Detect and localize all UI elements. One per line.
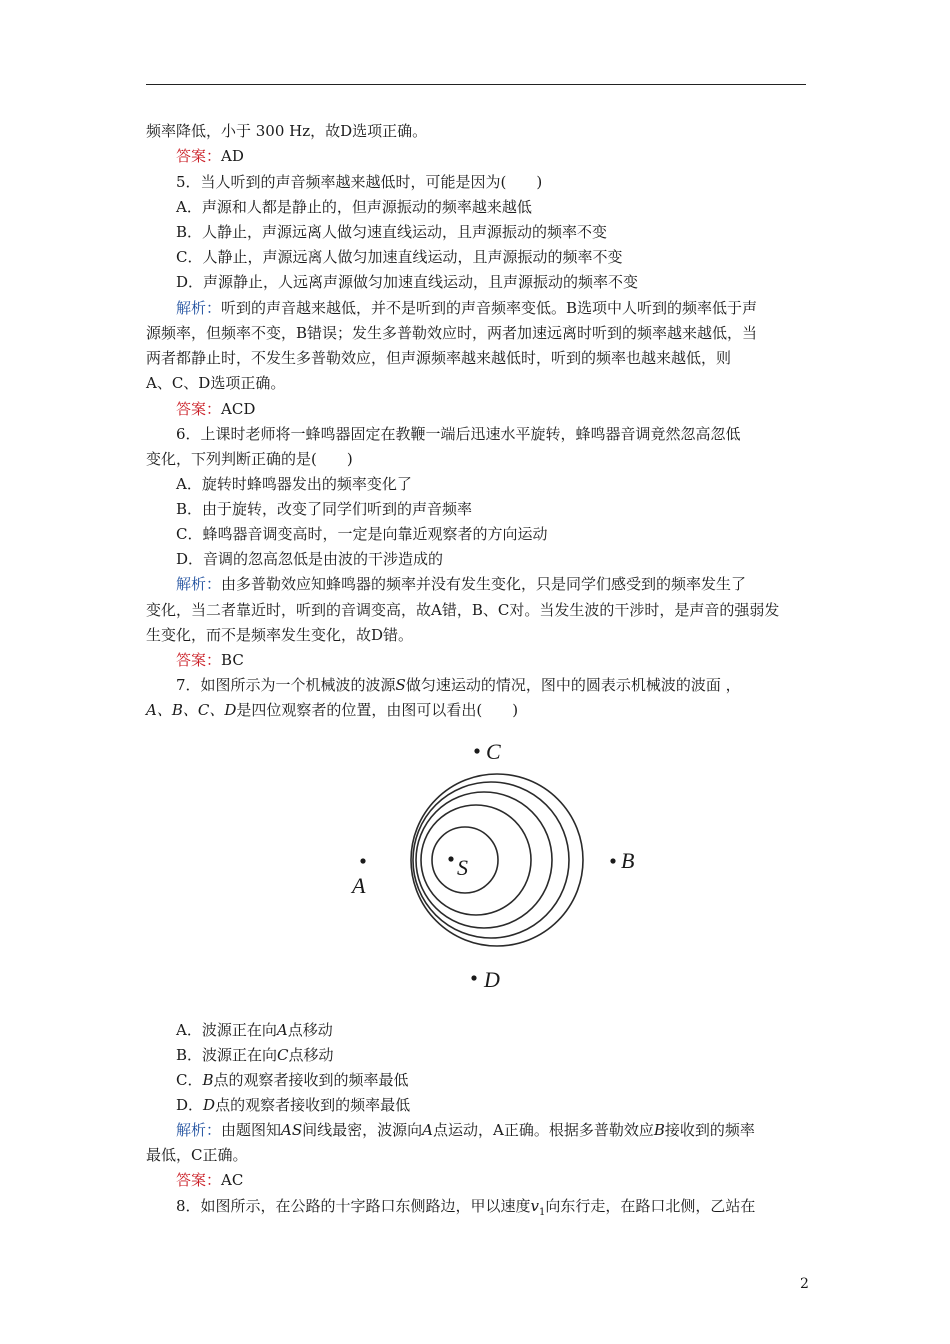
q6-stem-line: 6．上课时老师将一蜂鸣器固定在教鞭一端后迅速水平旋转，蜂鸣器音调竟然忽高忽低: [176, 425, 741, 443]
q7-answer: 答案：AC: [176, 1171, 244, 1189]
q5-stem: 5．当人听到的声音频率越来越低时，可能是因为( ): [176, 173, 543, 191]
q5-option-c: C．人静止，声源远离人做匀加速直线运动，且声源振动的频率不变: [176, 248, 623, 266]
q6-analysis-line: 解析：由多普勒效应知蜂鸣器的频率并没有发生变化，只是同学们感受到的频率发生了: [176, 575, 747, 593]
q7-option-d: D．D点的观察者接收到的频率最低: [176, 1096, 411, 1114]
q5-option-b: B．人静止，声源远离人做匀速直线运动，且声源振动的频率不变: [176, 223, 608, 241]
source-s-dot: [448, 856, 453, 861]
label-c: C: [486, 739, 501, 764]
wavefront-circle: [413, 782, 569, 938]
q5-analysis-line: 解析：听到的声音越来越低，并不是听到的声音频率变低。B选项中人听到的频率低于声: [176, 299, 758, 317]
q5-option-d: D．声源静止，人远离声源做匀加速直线运动，且声源振动的频率不变: [176, 273, 639, 291]
observer-d-dot: [471, 975, 476, 980]
wavefront-circle: [411, 774, 583, 946]
answer-label: 答案：: [176, 651, 222, 669]
q6-option-c: C．蜂鸣器音调变高时，一定是向靠近观察者的方向运动: [176, 525, 548, 543]
q7-stem-line: A、B、C、D是四位观察者的位置，由图可以看出( ): [146, 701, 519, 719]
q5-answer: 答案：ACD: [176, 400, 256, 418]
prev-analysis-tail: 频率降低，小于 300 Hz，故D选项正确。: [146, 122, 428, 140]
q7-analysis-line: 解析：由题图知AS间线最密，波源向A点运动，A正确。根据多普勒效应B接收到的频率: [176, 1121, 755, 1139]
q6-stem-line: 变化，下列判断正确的是( ): [146, 450, 353, 468]
q6-analysis-line: 变化，当二者靠近时，听到的音调变高，故A错，B、C对。当发生波的干涉时，是声音的强弱发: [146, 601, 780, 619]
observer-c-dot: [474, 748, 479, 753]
answer-label: 答案：: [176, 400, 222, 418]
label-b: B: [621, 848, 635, 873]
q5-option-a: A．声源和人都是静止的，但声源振动的频率越来越低: [176, 198, 532, 216]
q7-option-c: C．B点的观察者接收到的频率最低: [176, 1071, 409, 1089]
q5-analysis-line: 源频率，但频率不变，B错误；发生多普勒效应时，两者加速远离时听到的频率越来越低，当: [146, 324, 758, 342]
observer-a-dot: [360, 858, 365, 863]
analysis-label: 解析：: [176, 575, 222, 593]
q8-stem-line: 8．如图所示，在公路的十字路口东侧路边，甲以速度$v_1$向东行走，在路口北侧，乙站在: [176, 1197, 756, 1218]
q7-analysis-line: 最低，C正确。: [146, 1146, 248, 1164]
q6-analysis-line: 生变化，而不是频率发生变化，故D错。: [146, 626, 414, 644]
analysis-label: 解析：: [176, 299, 222, 317]
answer-label: 答案：: [176, 1171, 222, 1189]
q6-option-d: D．音调的忽高忽低是由波的干涉造成的: [176, 550, 444, 568]
wave-source-figure: [340, 735, 640, 1000]
q7-option-b: B．波源正在向C点移动: [176, 1046, 334, 1064]
analysis-label: 解析：: [176, 1121, 222, 1139]
page-number: 2: [800, 1276, 809, 1292]
answer-label: 答案：: [176, 147, 222, 165]
observer-b-dot: [610, 858, 615, 863]
q7-stem-line: 7．如图所示为一个机械波的波源S做匀速运动的情况，图中的圆表示机械波的波面 ，: [176, 676, 741, 694]
label-d: D: [484, 967, 500, 992]
q4-answer: 答案：AD: [176, 147, 244, 165]
q5-analysis-line: 两者都静止时，不发生多普勒效应，但声源频率越来越低时，听到的频率也越来越低，则: [146, 349, 732, 367]
q5-analysis-line: A、C、D选项正确。: [146, 374, 286, 392]
wavefront-circle: [421, 805, 531, 915]
q6-answer: 答案：BC: [176, 651, 244, 669]
label-a: A: [352, 873, 366, 898]
q6-option-a: A．旋转时蜂鸣器发出的频率变化了: [176, 475, 412, 493]
label-s: S: [457, 855, 468, 880]
q6-option-b: B．由于旋转，改变了同学们听到的声音频率: [176, 500, 473, 518]
q7-option-a: A．波源正在向A点移动: [176, 1021, 333, 1039]
header-rule: [146, 84, 806, 85]
